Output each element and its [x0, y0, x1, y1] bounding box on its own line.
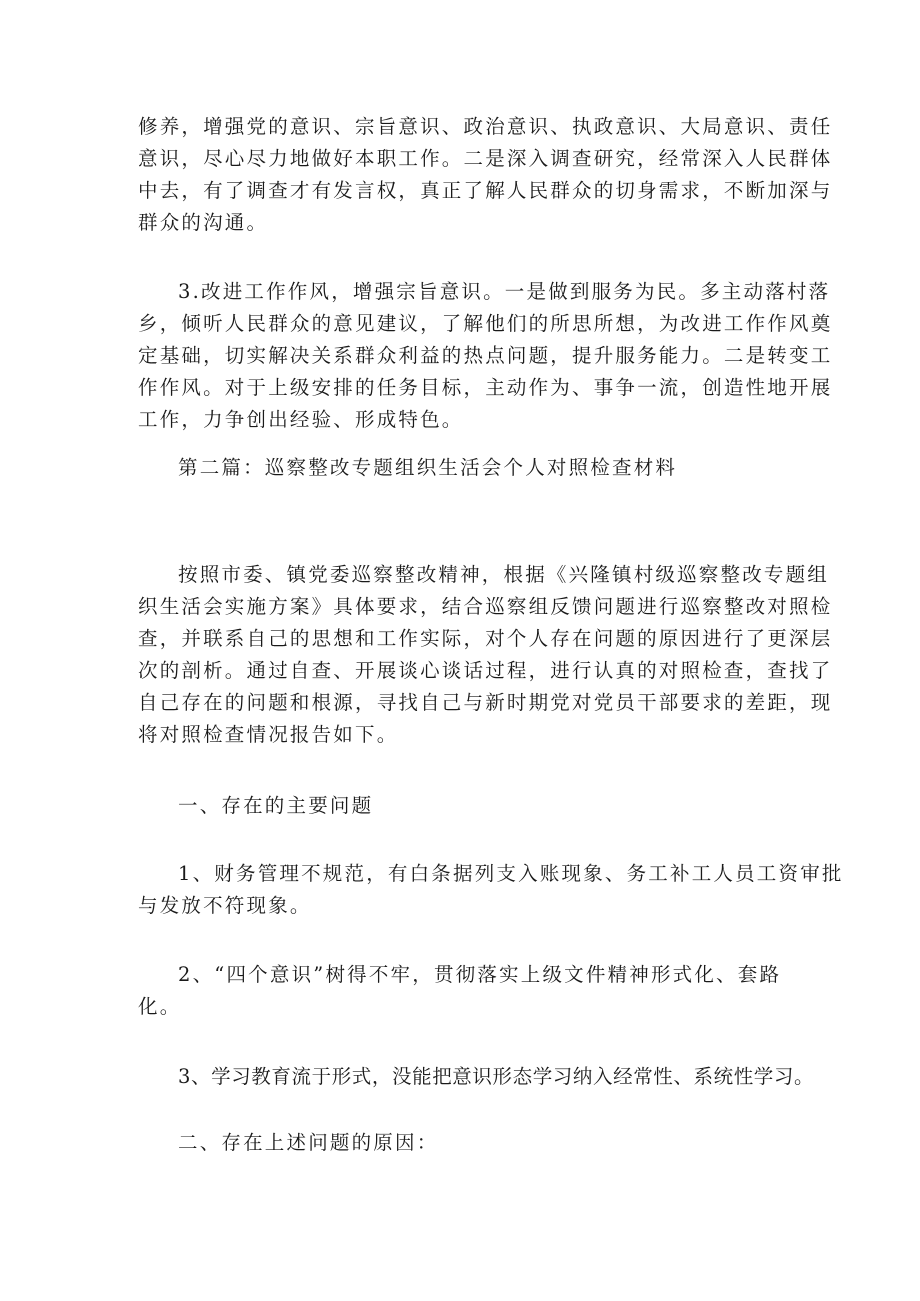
text-line: 1、财务管理不规范，有白条据列支入账现象、务工补工人员工资审批	[178, 862, 844, 885]
text-line: 中去，有了调查才有发言权，真正了解人民群众的切身需求，不断加深与	[138, 179, 833, 202]
text-line: 化。	[138, 995, 182, 1018]
text-line: 乡，倾听人民群众的意见建议，了解他们的所思所想，为改进工作作风奠	[138, 312, 833, 335]
text-line: 3.改进工作作风，增强宗旨意识。一是做到服务为民。多主动落村落	[178, 280, 831, 303]
text-line: 按照市委、镇党委巡察整改精神，根据《兴隆镇村级巡察整改专题组	[178, 563, 830, 586]
text-line: 2、“四个意识”树得不牢，贯彻落实上级文件精神形式化、套路	[178, 963, 782, 986]
heading-main-problems	[138, 790, 798, 822]
section-title-text: 第二篇：巡察整改专题组织生活会个人对照检查材料	[178, 456, 678, 479]
paragraph-intro	[138, 559, 833, 751]
text-line: 群众的沟通。	[138, 211, 269, 234]
heading-causes	[138, 1127, 798, 1159]
text-line: 自己存在的问题和根源，寻找自己与新时期党对党员干部要求的差距，现	[138, 691, 833, 714]
text-line: 作作风。对于上级安排的任务目标，主动作为、事争一流，创造性地开展	[138, 376, 833, 399]
text-line: 3、学习教育流于形式，没能把意识形态学习纳入经常性、系统性学习。	[178, 1065, 815, 1088]
text-line: 修养，增强党的意识、宗旨意识、政治意识、执政意识、大局意识、责任	[138, 115, 833, 138]
heading-text: 二、存在上述问题的原因：	[178, 1131, 439, 1154]
section-title	[138, 452, 798, 484]
list-item-2	[138, 959, 798, 1023]
text-line: 次的剖析。通过自查、开展谈心谈话过程，进行认真的对照检查，查找了	[138, 659, 833, 682]
list-item-3	[138, 1061, 815, 1093]
paragraph-continuation	[138, 111, 833, 239]
heading-text: 一、存在的主要问题	[178, 794, 374, 817]
list-item-1	[138, 858, 844, 922]
text-line: 将对照检查情况报告如下。	[138, 723, 399, 746]
paragraph-improve-work-style	[138, 276, 833, 436]
text-line: 工作，力争创出经验、形成特色。	[138, 408, 464, 431]
text-line: 与发放不符现象。	[138, 894, 312, 917]
text-line: 定基础，切实解决关系群众利益的热点问题，提升服务能力。二是转变工	[138, 344, 833, 367]
text-line: 查，并联系自己的思想和工作实际，对个人存在问题的原因进行了更深层	[138, 627, 833, 650]
text-line: 织生活会实施方案》具体要求，结合巡察组反馈问题进行巡察整改对照检	[138, 595, 833, 618]
text-line: 意识，尽心尽力地做好本职工作。二是深入调查研究，经常深入人民群体	[138, 147, 833, 170]
